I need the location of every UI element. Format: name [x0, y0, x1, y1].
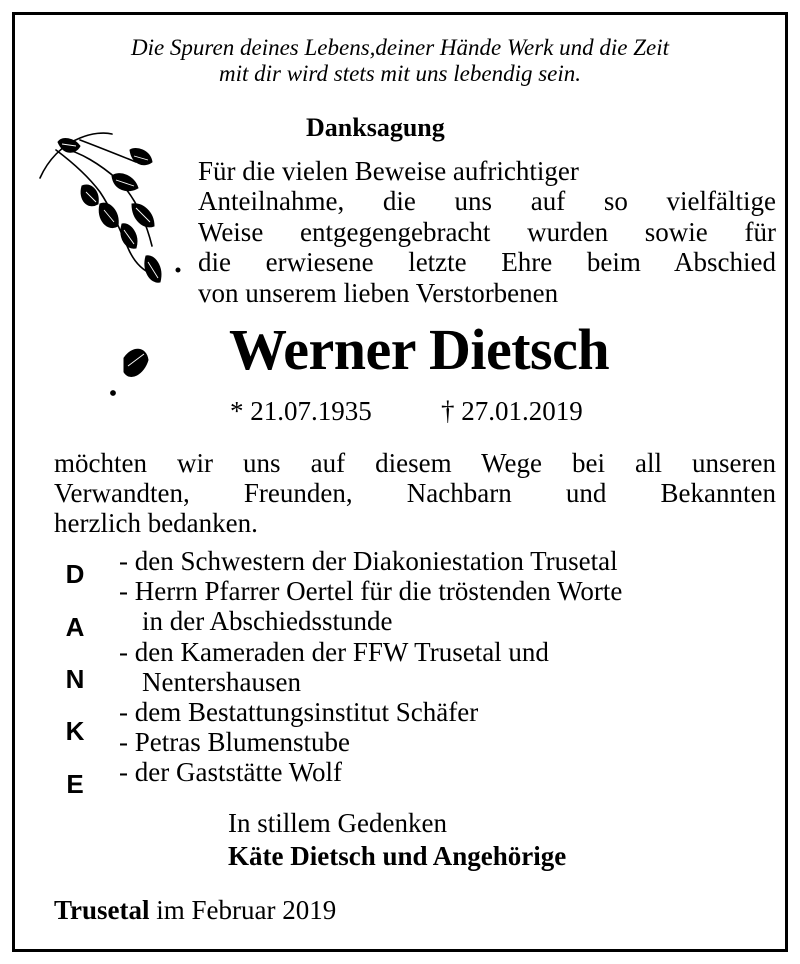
signature: Käte Dietsch und Angehörige [228, 841, 567, 871]
thanks-paragraph [54, 448, 776, 538]
intro-line: Anteilnahme, die uns auf so vielfältige [198, 186, 776, 217]
intro-text [198, 156, 776, 308]
thanks-list-item: - den Schwestern der Diakoniestation Trusetal [119, 546, 618, 576]
intro-line: Für die vielen Beweise aufrichtiger [198, 156, 579, 186]
death-date: † 27.01.2019 [441, 396, 583, 426]
thanks-line: herzlich bedanken. [54, 508, 258, 538]
notice-title: Danksagung [306, 113, 445, 142]
thanks-list-item: - der Gaststätte Wolf [119, 757, 343, 787]
footer-date: im Februar 2019 [149, 895, 337, 925]
danke-letter: N [65, 664, 85, 694]
danke-letter: A [65, 612, 85, 642]
thanks-line: Verwandten, Freunden, Nachbarn und Bekannten [54, 478, 776, 508]
thanks-list-item-continued: in der Abschiedsstunde [142, 606, 393, 636]
thanks-list-item: - den Kameraden der FFW Trusetal und [119, 637, 549, 667]
thanks-line: möchten wir uns auf diesem Wege bei all unseren [54, 448, 776, 478]
epigraph-line-2: mit dir wird stets mit uns lebendig sein. [218, 61, 582, 86]
danke-letter: E [66, 769, 84, 799]
intro-line: von unserem lieben Verstorbenen [198, 277, 559, 308]
intro-line: Weise entgegengebracht wurden sowie für [198, 216, 776, 247]
danke-letter: K [65, 716, 85, 746]
thanks-list-item: - dem Bestattungsinstitut Schäfer [119, 697, 479, 727]
thanks-list-item: - Petras Blumenstube [119, 727, 350, 757]
footer-place: Trusetal [54, 895, 150, 925]
closing-line: In stillem Gedenken [228, 808, 447, 838]
epigraph-line-1: Die Spuren deines Lebens,deiner Hände Werk und die Zeit [130, 35, 670, 60]
thanks-list-item: - Herrn Pfarrer Oertel für die tröstenden Worte [119, 576, 623, 606]
danke-letter: D [65, 559, 85, 589]
thanks-list-item-continued: Nentershausen [142, 667, 301, 697]
footer [54, 895, 336, 926]
deceased-name: Werner Dietsch [229, 317, 610, 382]
birth-date: * 21.07.1935 [230, 396, 372, 426]
intro-line: die erwiesene letzte Ehre beim Abschied [198, 247, 776, 278]
